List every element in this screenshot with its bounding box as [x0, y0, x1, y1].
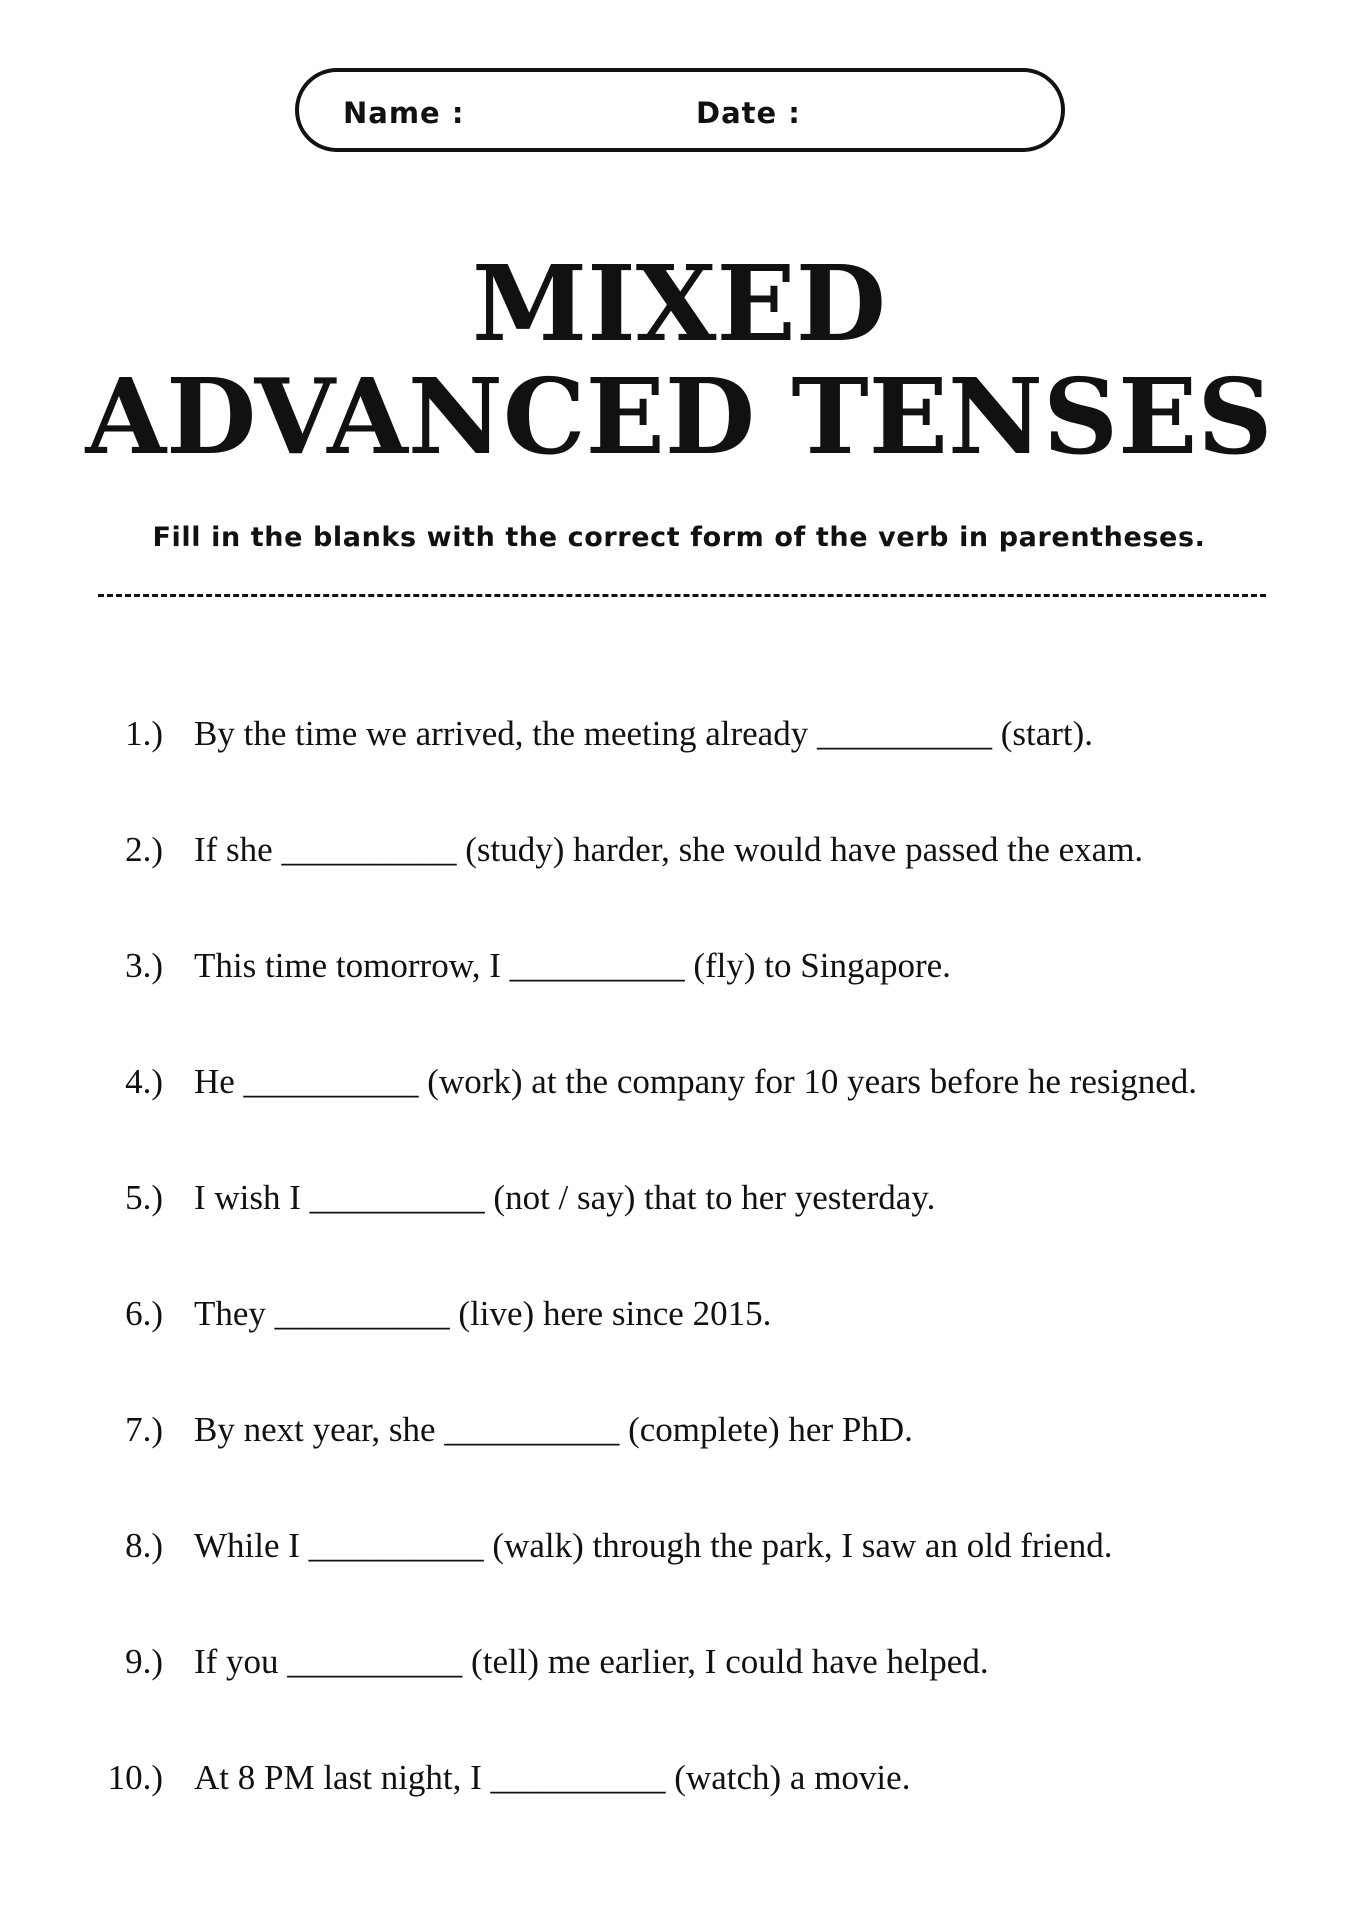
- question-item: [0, 1754, 1358, 1870]
- question-number: 7.): [125, 1410, 163, 1449]
- question-text: I wish I __________ (not / say) that to her yesterday.: [194, 1178, 936, 1217]
- question-text: By the time we arrived, the meeting already __________ (start).: [194, 714, 1094, 753]
- question-number: 1.): [125, 714, 163, 753]
- date-label: Date :: [696, 96, 801, 130]
- question-item: [0, 1522, 1358, 1638]
- question-text: At 8 PM last night, I __________ (watch) a movie.: [194, 1758, 911, 1797]
- question-item: [0, 942, 1358, 1058]
- question-number: 9.): [125, 1642, 163, 1681]
- question-text: By next year, she __________ (complete) her PhD.: [194, 1410, 913, 1449]
- question-text: They __________ (live) here since 2015.: [194, 1294, 772, 1333]
- question-item: [0, 710, 1358, 826]
- dashed-divider: [98, 594, 1266, 597]
- question-item: [0, 1638, 1358, 1754]
- question-text: He __________ (work) at the company for 10 years before he resigned.: [194, 1062, 1198, 1101]
- question-number: 8.): [125, 1526, 163, 1565]
- name-label: Name :: [343, 96, 465, 130]
- question-text: While I __________ (walk) through the park, I saw an old friend.: [194, 1526, 1113, 1565]
- worksheet-title-line-1: MIXED: [472, 242, 886, 365]
- question-number: 10.): [107, 1758, 163, 1797]
- question-text: If you __________ (tell) me earlier, I could have helped.: [194, 1642, 989, 1681]
- question-item: [0, 1290, 1358, 1406]
- question-list: [0, 710, 1358, 1870]
- question-number: 4.): [125, 1062, 163, 1101]
- question-text: If she __________ (study) harder, she would have passed the exam.: [194, 830, 1144, 869]
- question-item: [0, 1406, 1358, 1522]
- question-number: 5.): [125, 1178, 163, 1217]
- worksheet-title-line-2: ADVANCED TENSES: [85, 355, 1273, 478]
- question-number: 2.): [125, 830, 163, 869]
- name-date-box: [295, 68, 1065, 152]
- question-item: [0, 826, 1358, 942]
- question-text: This time tomorrow, I __________ (fly) to Singapore.: [194, 946, 951, 985]
- instructions: Fill in the blanks with the correct form of the verb in parentheses.: [152, 522, 1206, 553]
- question-item: [0, 1058, 1358, 1174]
- question-item: [0, 1174, 1358, 1290]
- question-number: 3.): [125, 946, 163, 985]
- question-number: 6.): [125, 1294, 163, 1333]
